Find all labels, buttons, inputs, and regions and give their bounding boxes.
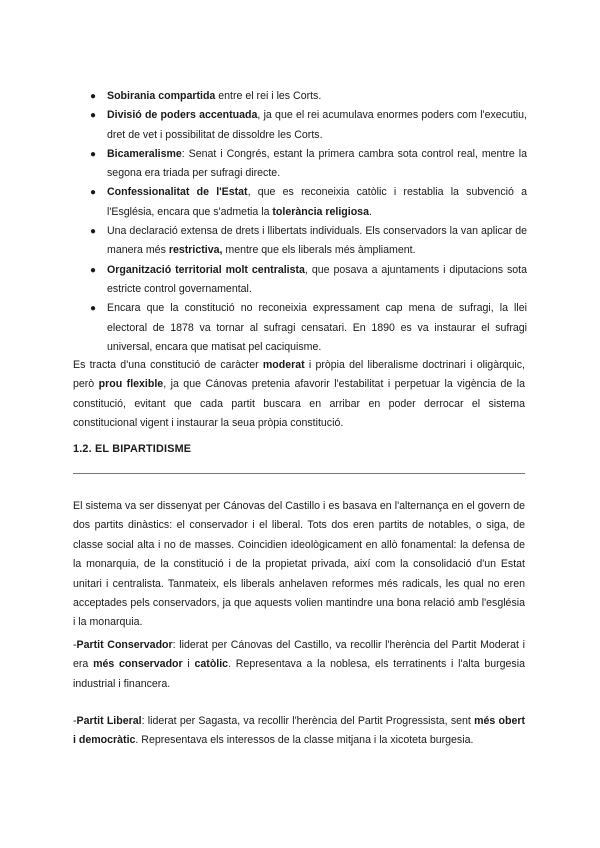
- text-run: El sistema va ser dissenyat per Cánovas del Castillo i es basava en l'alternança en el govern de dos partits dinàstics: el conservador i el liberal. Tots dos eren partits de notables, o siga, de classe social alta i no de masses. Coincidien ideològicament en allò fonamental: la defensa de la monarquia, de la constitució i de la propietat privada, així com la consolidació d'un Estat unitari i centralista. Tanmateix, els liberals anhelaven reformes més radicals, les qual no eren acceptades pels conservadors, ja que aquests volien mantindre una bona relació amb l'església i la monarquia.: [73, 500, 525, 629]
- text-run: -: [73, 639, 77, 651]
- bold-text: Organització territorial molt centralista: [107, 263, 305, 276]
- constitution-summary-paragraph: [73, 356, 525, 434]
- text-run: : liderat per Sagasta, va recollir l'herència del Partit Progressista, sent: [141, 715, 475, 727]
- constitution-features-list: [90, 87, 527, 357]
- list-item: [90, 87, 527, 106]
- bold-text: Confessionalitat de l'Estat: [107, 186, 248, 199]
- section-heading: 1.2. EL BIPARTIDISME: [73, 443, 192, 455]
- text-run: Es tracta d'una constitució de caràcter: [73, 359, 263, 371]
- text-run: , que es reconeixia catòlic i restablia la subvenció a l'Església, encara que s'admetia la: [107, 186, 527, 218]
- text-run: i: [182, 658, 195, 671]
- bullet-icon: ●: [90, 264, 97, 276]
- text-run: .: [368, 205, 372, 218]
- bold-text: restrictiva,: [168, 244, 223, 257]
- bullet-icon: ●: [90, 91, 97, 102]
- text-run: . Representava els interessos de la classe mitjana i la xicoteta burgesia.: [135, 734, 474, 747]
- text-run: : Senat i Congrés, estant la primera cambra sota control real, mentre la segona era triada per sufragi directe.: [107, 147, 527, 180]
- list-item: [90, 261, 527, 300]
- section-divider: [73, 473, 525, 474]
- list-item: [90, 299, 527, 357]
- bold-text: Partit Liberal: [76, 715, 142, 727]
- bold-text: prou flexible: [98, 378, 164, 391]
- text-run: , que posava a ajuntaments i diputacions sota estricte control governamental.: [107, 263, 528, 295]
- text-run: -: [73, 715, 77, 727]
- bold-text: tolerància religiosa: [272, 205, 369, 218]
- text-run: entre el rei i les Corts.: [215, 90, 322, 102]
- text-run: Encara que la constitució no reconeixia expressament cap mena de sufragi, la llei electoral de 1878 va tornar al sufragi censatari. En 1890 es va instaurar el sufragi universal, encara que matisat pel caciquisme.: [107, 302, 527, 353]
- bold-text: Sobirania compartida: [107, 90, 216, 102]
- text-run: mentre que els liberals més àmpliament.: [222, 244, 416, 257]
- text-run: i pròpia del liberalisme doctrinari i oligàrquic, però: [73, 359, 525, 391]
- bullet-icon: ●: [90, 187, 97, 199]
- list-item: [90, 145, 527, 184]
- bold-text: Divisió de poders accentuada: [107, 109, 258, 122]
- bullet-icon: ●: [90, 303, 97, 315]
- list-item: [90, 222, 527, 261]
- bold-text: Bicameralisme: [107, 147, 182, 160]
- bipartidisme-paragraph: [73, 497, 525, 633]
- text-run: . Representava a la noblesa, els terratinents i l'alta burgesia industrial i financera.: [73, 658, 525, 690]
- list-item: [90, 183, 527, 222]
- text-run: , ja que el rei acumulava enormes poders com l'executiu, dret de vet i possibilitat de dissoldre les Corts.: [107, 109, 527, 141]
- text-run: : liderat per Cánovas del Castillo, va recollir l'herència del Partit Moderat i era: [73, 639, 525, 671]
- bold-text: més obert i democràtic: [73, 715, 525, 747]
- bullet-icon: ●: [90, 148, 97, 160]
- bold-text: moderat: [262, 359, 305, 371]
- bullet-icon: ●: [90, 110, 97, 122]
- partit-conservador-paragraph: [73, 636, 525, 694]
- text-run: Una declaració extensa de drets i llibertats individuals. Els conservadors la van aplicar de manera més: [107, 225, 527, 257]
- bold-text: Partit Conservador: [76, 639, 173, 651]
- partit-liberal-paragraph: [73, 712, 525, 751]
- bold-text: més conservador: [93, 658, 183, 671]
- list-item: [90, 106, 527, 145]
- bullet-icon: ●: [90, 226, 97, 238]
- text-run: , ja que Cánovas pretenia afavorir l'estabilitat i perpetuar la vigència de la constitució, evitant que cada partit buscara en arribar en poder derrocar el sistema constitucional vigent i instaurar la seua pròpia constitució.: [73, 378, 526, 430]
- bold-text: catòlic: [194, 658, 229, 671]
